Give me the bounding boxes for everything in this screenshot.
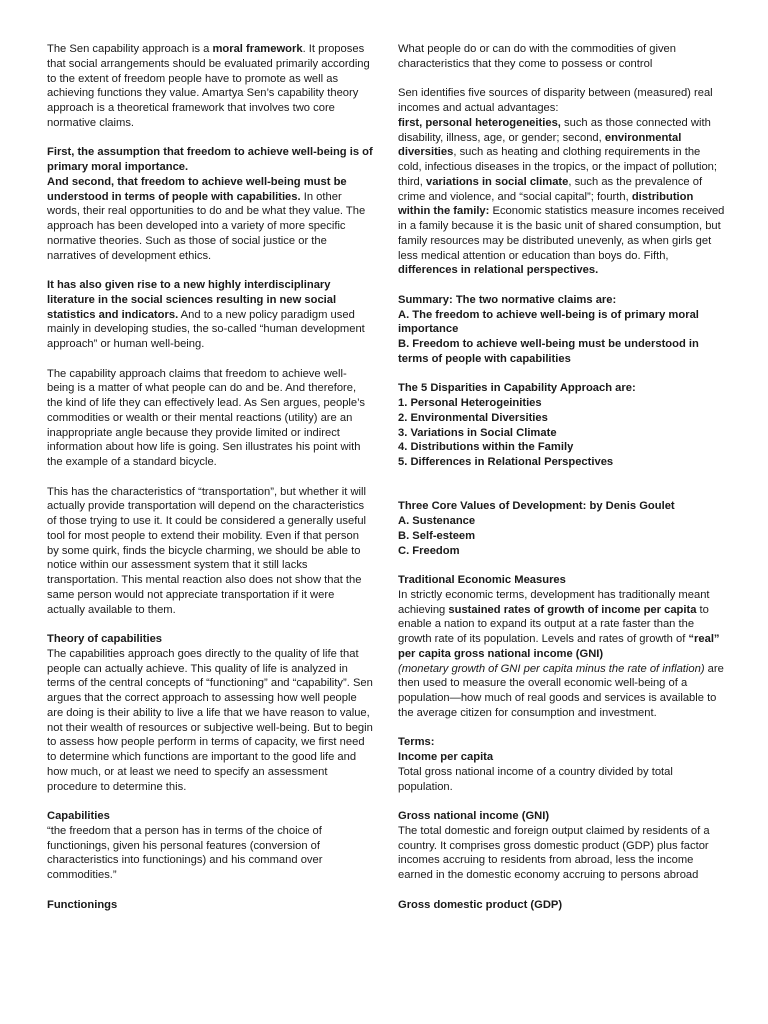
left-column	[47, 42, 373, 912]
list-item-text: A. Sustenance	[398, 515, 476, 527]
gdp-heading	[398, 898, 726, 913]
capabilities-heading	[47, 809, 373, 824]
list-item	[398, 544, 726, 559]
functionings-heading	[47, 898, 373, 913]
terms-heading: Terms:	[398, 736, 435, 749]
list-item-text: 4. Distributions within the Family	[398, 441, 574, 454]
list-item	[398, 440, 726, 455]
traditional-measures-paragraph	[398, 573, 726, 721]
term-definition: Total gross national income of a country divided by total population.	[398, 765, 673, 793]
normative-claims-paragraph	[47, 145, 373, 263]
term-heading: Gross national income (GNI)	[398, 810, 550, 822]
disparity-sources-paragraph	[398, 86, 726, 278]
summary-item: B. Freedom to achieve well-being must be understood in terms of people with capabilities	[398, 338, 699, 365]
functionings-definition: What people do or can do with the commodities of given characteristics that they come to possess or control	[398, 43, 676, 70]
interdisciplinary-paragraph	[47, 278, 373, 352]
text-span: And to a new policy paradigm used mainly in developing studies, the so-called “human development approach” or human well-being.	[47, 308, 365, 350]
right-column	[398, 42, 726, 912]
income-per-capita-block	[398, 735, 726, 794]
summary-heading: Summary: The two normative claims are:	[398, 293, 617, 306]
bold-term: distribution within the family:	[398, 190, 694, 218]
capability-claim-paragraph: The capability approach claims that freedom to achieve well-being is a matter of what people can do and be. And therefore, the kind of life they can effectively lead. As Sen argues, people’s commodities or wealth or their mental reactions (utility) are an inappropriate angle because they provide limited or indirect information about how life is going. Sen illustrates his point with the example of a standard bicycle.	[47, 367, 366, 468]
heading-text: Theory of capabilities	[47, 633, 163, 645]
list-item-text: 1. Personal Heterogeinities	[398, 397, 542, 409]
heading-text: Traditional Economic Measures	[398, 574, 566, 586]
bold-term: personal heterogeneities,	[425, 116, 561, 129]
list-item-text: 5. Differences in Relational Perspectives	[398, 456, 614, 468]
text-span: , such as heating and clothing requirements in the cold, infectious diseases in the tropics, or the impact of pollution; third,	[398, 146, 718, 188]
text-span: such as those connected with disability, illness, age, or gender; second,	[398, 116, 711, 144]
bold-term: environmental diversities	[398, 131, 682, 159]
capabilities-definition: “the freedom that a person has in terms of the choice of functionings, given his personal features (conversion of characteristics into functionings) and his command over commodities.”	[47, 824, 323, 881]
list-item	[398, 514, 726, 529]
list-item-text: B. Self-esteem	[398, 529, 476, 542]
core-values-list	[398, 499, 726, 558]
disparities-list	[398, 381, 726, 470]
theory-paragraph: The capabilities approach goes directly to the quality of life that people can actually achieve. This quality of life is analyzed in terms of the central concepts of “functioning” and “capability”. Sen argues that the correct approach to assessing how well people are doing is their ability to live a life that we have reason to value, not their wealth of resources or subjective well-being. But to begin to assess how people perform in terms of capacity, we first need to determine which functions are important to the good life and how much, or at least we need to specify an assessment procedure to determine this.	[47, 647, 373, 793]
intro-paragraph	[47, 42, 373, 131]
text-span: Sen identifies five sources of disparity between (measured) real incomes and actual advantages:	[398, 87, 713, 114]
bold-term: moral framework	[212, 43, 303, 55]
summary-item: A. The freedom to achieve well-being is of primary moral importance	[398, 308, 699, 336]
list-heading	[398, 381, 726, 396]
list-item	[398, 455, 726, 470]
bold-term: variations in social climate	[425, 175, 569, 188]
text-span: Economic statistics measure incomes received in a family because it is the basic unit of shared consumption, but family resources may be distributed unevenly, as when girls get less medical attention or education than boys do. Fifth,	[398, 205, 725, 262]
heading-text: The 5 Disparities in Capability Approach are:	[398, 382, 636, 395]
term-heading: Income per capita	[398, 751, 494, 763]
list-item-text: 2. Environmental Diversities	[398, 411, 548, 424]
summary-block	[398, 293, 726, 367]
text-span: The Sen capability approach is a	[47, 43, 213, 55]
heading-text: Three Core Values of Development: by Denis Goulet	[398, 500, 675, 513]
list-item-text: C. Freedom	[398, 544, 460, 557]
gni-block	[398, 809, 726, 883]
italic-note: (monetary growth of GNI per capita minus the rate of inflation)	[398, 662, 705, 675]
heading-text: Capabilities	[47, 810, 110, 822]
theory-heading	[47, 632, 373, 647]
term-definition: The total domestic and foreign output claimed by residents of a country. It comprises gross domestic product (GDP) plus factor incomes accruing to residents from abroad, less the income earned in the domestic economy accruing to persons abroad	[398, 824, 710, 881]
list-item	[398, 426, 726, 441]
text-span: , such as the prevalence of crime and violence, and “social capital”; fourth,	[398, 175, 703, 203]
bicycle-paragraph: This has the characteristics of “transportation”, but whether it will actually provide transportation will depend on the characteristics of those trying to use it. It could be considered a generally useful tool for most people to extend their mobility. Even if that person by some quirk, finds the bicycle charming, we should be able to notice within our assessment system that it still lacks transportation. This mental reaction also does not show that the same person would not appreciate transportation if it were actually available to them.	[47, 485, 367, 616]
list-item	[398, 529, 726, 544]
bold-term: differences in relational perspectives.	[398, 264, 599, 277]
heading-text: Functionings	[47, 898, 118, 911]
list-item	[398, 396, 726, 411]
list-item	[398, 411, 726, 426]
bold-term: first,	[398, 116, 426, 129]
bold-term: “real” per capita gross national income (GNI)	[398, 633, 720, 660]
text-span: to enable a nation to expand its output at a rate faster than the growth rate of its population. Levels and rates of growth of	[398, 603, 709, 645]
text-span: In strictly economic terms, development has traditionally meant achieving	[398, 588, 710, 616]
text-span: . It proposes that social arrangements should be evaluated primarily according to the extent of freedom people have to promote as well as achieving functions they value. Amartya Sen’s capability theory approach is a theoretical framework that involves two core normative claims.	[47, 43, 370, 129]
term-heading: Gross domestic product (GDP)	[398, 898, 563, 911]
bold-claim-first: First, the assumption that freedom to achieve well-being is of primary moral importance.	[47, 146, 373, 173]
text-span: In other words, their real opportunities to do and be what they value. The approach has been developed into a variety of more specific normative theories. Such as those of social justice or the narratives of development ethics.	[47, 190, 366, 262]
list-heading	[398, 499, 726, 514]
text-span: are then used to measure the overall economic well-being of a population—how much of real goods and services is available to the average citizen for consumption and investment.	[398, 662, 724, 719]
list-item-text: 3. Variations in Social Climate	[398, 426, 557, 439]
bold-term: sustained rates of growth of income per capita	[448, 603, 697, 616]
bold-claim-second: And second, that freedom to achieve well-being must be understood in terms of people with capabilities.	[47, 175, 347, 203]
bold-sentence: It has also given rise to a new highly interdisciplinary literature in the social sciences resulting in new social statistics and indicators.	[47, 279, 337, 321]
